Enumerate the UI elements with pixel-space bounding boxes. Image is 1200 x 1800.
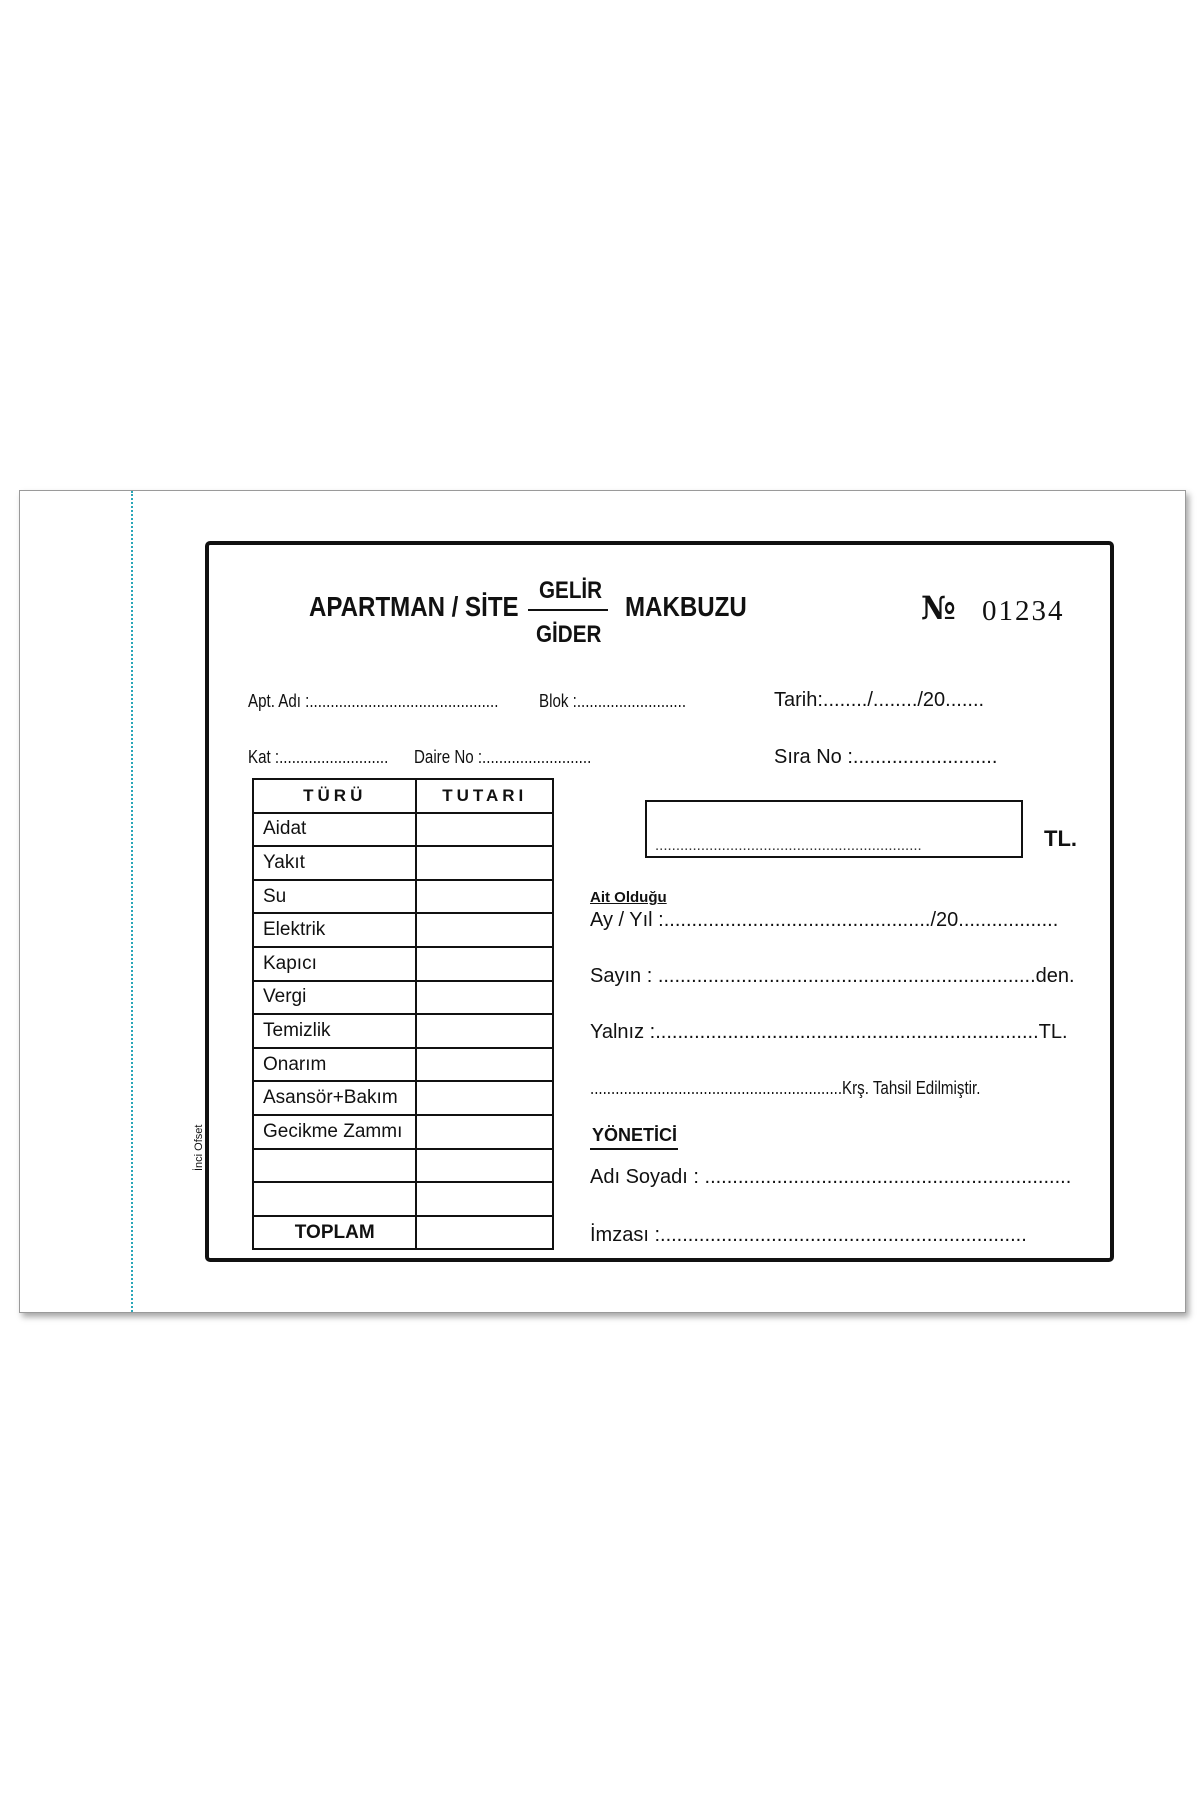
table-row <box>253 1048 553 1082</box>
row-label: Kapıcı <box>253 947 416 981</box>
ait-oldugu-label: Ait Olduğu <box>590 889 667 906</box>
yonetici-heading: YÖNETİCİ <box>592 1125 678 1145</box>
row-label: Su <box>253 880 416 914</box>
tahsil-line: ............................................................Krş. Tahsil Edilmiştir. <box>590 1078 981 1098</box>
date-field: Tarih:......../......../20....... <box>774 689 985 711</box>
row-amount-cell <box>416 981 553 1015</box>
door-number-field: Daire No :.......................... <box>414 747 592 767</box>
table-row <box>253 981 553 1015</box>
table-row <box>253 813 553 847</box>
table-row <box>253 1081 553 1115</box>
receipt-form <box>205 541 1114 1262</box>
header-turu: TÜRÜ <box>253 779 416 813</box>
row-amount-cell <box>416 1149 553 1183</box>
row-amount-cell <box>416 813 553 847</box>
row-label: Onarım <box>253 1048 416 1082</box>
row-label: Aidat <box>253 813 416 847</box>
row-amount-cell <box>416 1115 553 1149</box>
total-label: TOPLAM <box>253 1216 416 1250</box>
row-label-empty <box>253 1149 416 1183</box>
table-row-empty <box>253 1149 553 1183</box>
row-amount-cell <box>416 1182 553 1216</box>
row-amount-cell <box>416 880 553 914</box>
title-apartman-site: APARTMAN / SİTE <box>309 591 519 622</box>
row-amount-cell <box>416 913 553 947</box>
row-label: Asansör+Bakım <box>253 1081 416 1115</box>
perforation-line <box>131 491 133 1312</box>
yalniz-field: Yalnız :.....................................................................TL. <box>590 1021 1068 1043</box>
title-fraction-rule <box>528 609 608 611</box>
row-label: Elektrik <box>253 913 416 947</box>
numero-sign: № <box>921 589 956 627</box>
row-label: Temizlik <box>253 1014 416 1048</box>
row-amount-cell <box>416 846 553 880</box>
amount-box-dots: ................................................................ <box>655 837 922 854</box>
receipt-sheet <box>19 490 1186 1313</box>
row-amount-cell <box>416 1014 553 1048</box>
row-label: Yakıt <box>253 846 416 880</box>
table-total-row <box>253 1216 553 1250</box>
table-row <box>253 1014 553 1048</box>
table-row <box>253 913 553 947</box>
row-label: Vergi <box>253 981 416 1015</box>
table-row <box>253 947 553 981</box>
table-row <box>253 880 553 914</box>
signature-field: İmzası :.................................................................. <box>590 1224 1027 1246</box>
title-gelir: GELİR <box>539 577 603 604</box>
row-label-empty <box>253 1182 416 1216</box>
yonetici-underline <box>590 1148 678 1150</box>
name-surname-field: Adı Soyadı : .................................................................. <box>590 1166 1072 1188</box>
receipt-number: 01234 <box>982 595 1065 627</box>
table-header-row <box>253 779 553 813</box>
row-amount-cell <box>416 1081 553 1115</box>
printer-credit: İnci Ofset <box>193 1124 205 1171</box>
table-row <box>253 1115 553 1149</box>
row-amount-cell <box>416 947 553 981</box>
title-makbuzu: MAKBUZU <box>625 591 747 622</box>
sayin-field: Sayın : ....................................................................den. <box>590 965 1075 987</box>
floor-field: Kat :.......................... <box>248 747 389 767</box>
amount-box <box>645 800 1023 858</box>
blok-field: Blok :.......................... <box>539 691 687 711</box>
items-table <box>252 778 554 1250</box>
table-row <box>253 846 553 880</box>
header-tutari: TUTARI <box>416 779 553 813</box>
apt-name-field: Apt. Adı :............................................. <box>248 691 499 711</box>
row-label: Gecikme Zammı <box>253 1115 416 1149</box>
table-row-empty <box>253 1182 553 1216</box>
row-amount-cell <box>416 1048 553 1082</box>
currency-label: TL. <box>1044 826 1077 851</box>
total-amount-cell <box>416 1216 553 1250</box>
sequence-number-field: Sıra No :.......................... <box>774 746 998 768</box>
month-year-field: Ay / Yıl :................................................/20.................. <box>590 909 1059 931</box>
title-gider: GİDER <box>536 621 602 648</box>
